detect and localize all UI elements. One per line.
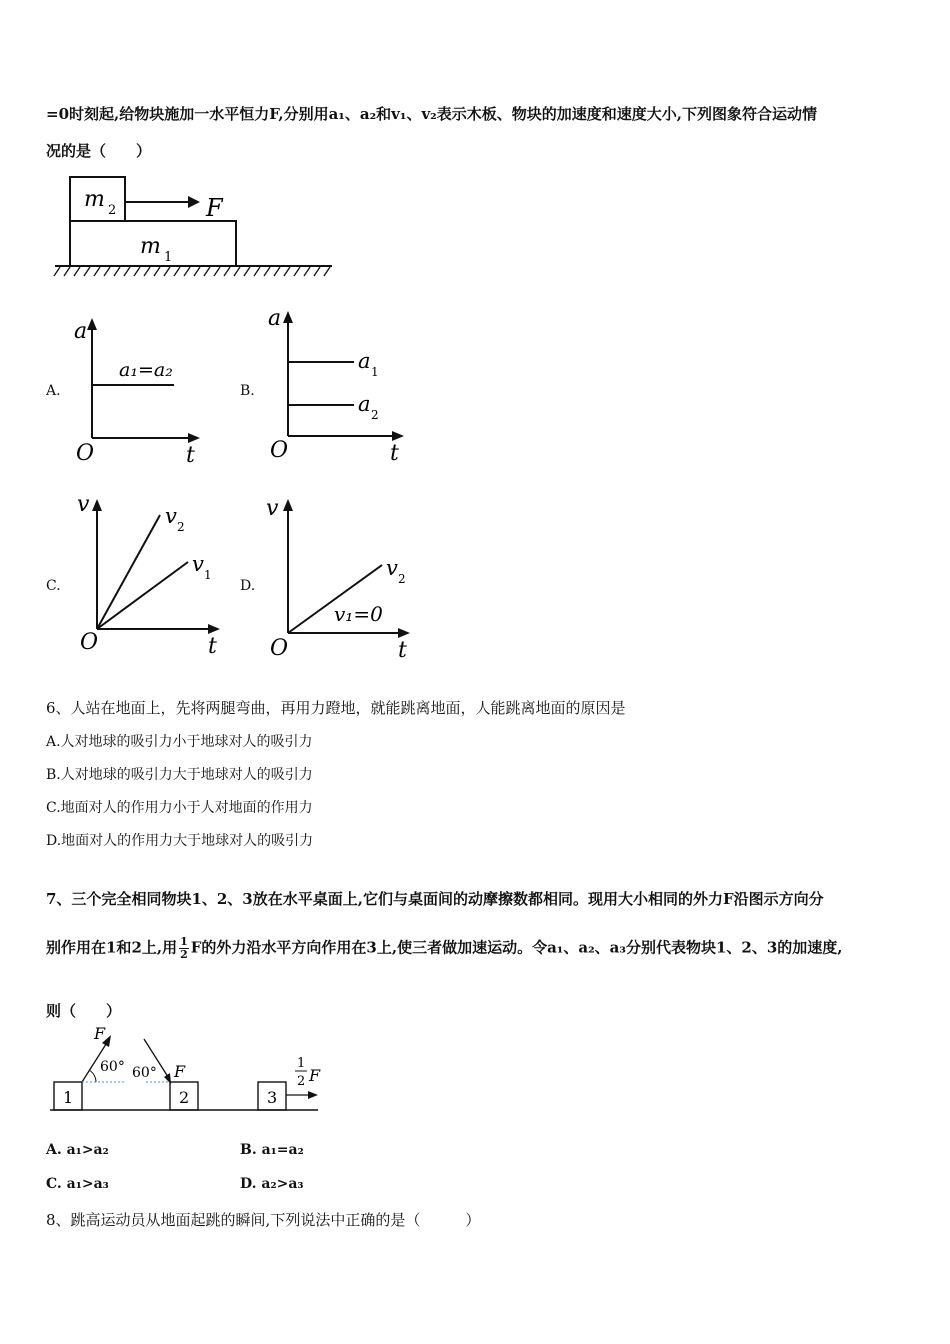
graph-c-line-v2 <box>97 515 160 629</box>
q7-option-a: A. a₁>a₂ <box>46 1142 109 1158</box>
q7-stem-line3: 则（ ） <box>46 1002 122 1020</box>
graph-b-x-axis-label: t <box>390 441 399 466</box>
q5-graph-b <box>264 305 414 467</box>
q5-graph-c <box>72 485 232 660</box>
q6-stem: 6、人站在地面上，先将两腿弯曲，再用力蹬地，就能跳离地面，人能跳离地面的原因是 <box>46 699 626 717</box>
q7-stem-line2 <box>46 936 842 961</box>
q8-stem: 8、跳高运动员从地面起跳的瞬间,下列说法中正确的是（ ） <box>46 1211 481 1229</box>
block-1-label: 1 <box>63 1088 74 1107</box>
q5-option-c-label: C. <box>46 578 61 594</box>
graph-c-origin: O <box>80 630 99 655</box>
force2-label: F <box>174 1062 186 1081</box>
q6-option-b: B.人对地球的吸引力大于地球对人的吸引力 <box>46 767 313 783</box>
graph-c-y-axis-label: v <box>77 492 90 517</box>
q7-frac-num: 1 <box>180 935 188 948</box>
ground-hatch <box>54 267 330 276</box>
graph-d-label-v2-sub: 2 <box>398 572 406 586</box>
q7-half-fraction <box>179 936 189 961</box>
force-arrow-icon <box>188 196 200 208</box>
q5-graph-d <box>264 485 424 665</box>
graph-b-y-axis-label: a <box>268 306 282 331</box>
graph-c-label-v1: v <box>192 552 204 576</box>
graph-b-label-a1-sub: 1 <box>371 365 379 379</box>
graph-b-label-a2: a <box>358 392 371 416</box>
graph-a-y-axis-label: a <box>74 319 88 344</box>
half-num: 1 <box>297 1056 306 1071</box>
q6-option-a: A.人对地球的吸引力小于地球对人的吸引力 <box>46 734 313 750</box>
block-2-label: 2 <box>179 1088 190 1107</box>
m2-label: m <box>84 187 105 212</box>
graph-c-label-v2: v <box>165 504 177 528</box>
q7-option-c: C. a₁>a₃ <box>46 1176 109 1192</box>
q6-option-c: C.地面对人的作用力小于人对地面的作用力 <box>46 800 313 816</box>
graph-d-label-v1: v₁=0 <box>334 602 383 626</box>
graph-b-label-a2-sub: 2 <box>371 408 379 422</box>
q7-option-b: B. a₁=a₂ <box>240 1142 304 1158</box>
force-label: F <box>206 194 223 222</box>
force1-label: F <box>94 1024 106 1043</box>
graph-c-label-v2-sub: 2 <box>177 520 185 534</box>
q7-line2-post: F的外力沿水平方向作用在3上,使三者做加速运动。令a₁、a₂、a₃分别代表物块1、2、3的加速度, <box>190 938 843 957</box>
q6-option-d: D.地面对人的作用力大于地球对人的吸引力 <box>46 833 314 849</box>
q5-graph-a <box>70 312 210 467</box>
graph-d-label-v2: v <box>386 556 398 580</box>
q7-line2-pre: 别作用在1和2上,用 <box>46 938 178 957</box>
q7-option-d: D. a₂>a₃ <box>240 1176 304 1192</box>
q5-block-figure <box>50 172 340 282</box>
graph-c-label-v1-sub: 1 <box>204 568 212 582</box>
q7-blocks-figure <box>46 1025 336 1120</box>
graph-a-x-axis-label: t <box>186 443 195 468</box>
graph-c-line-v1 <box>97 562 188 629</box>
graph-b-label-a1: a <box>358 349 371 373</box>
half-den: 2 <box>297 1074 306 1089</box>
q5-option-d-label: D. <box>240 578 256 594</box>
q5-stem-line2: 况的是（ ） <box>46 142 152 160</box>
force3-label: F <box>309 1066 321 1085</box>
graph-a-annotation: a₁=a₂ <box>119 359 173 381</box>
graph-c-x-axis-label: t <box>208 634 217 659</box>
block-3-label: 3 <box>267 1088 278 1107</box>
q7-frac-den: 2 <box>180 948 188 961</box>
graph-d-y-axis-label: v <box>266 496 279 521</box>
graph-d-origin: O <box>270 636 289 661</box>
m1-sub: 1 <box>164 250 173 265</box>
m1-label: m <box>140 234 161 259</box>
graph-d-x-axis-label: t <box>398 638 407 663</box>
angle1-label: 60° <box>100 1059 125 1075</box>
angle2-label: 60° <box>132 1065 157 1081</box>
graph-b-origin: O <box>270 438 289 463</box>
m2-sub: 2 <box>108 203 117 218</box>
force3-arrow-icon <box>308 1091 318 1099</box>
q5-option-b-label: B. <box>240 383 255 399</box>
q5-option-a-label: A. <box>46 383 61 399</box>
q5-stem-line1: =0时刻起,给物块施加一水平恒力F,分别用a₁、a₂和v₁、v₂表示木板、物块的加速度和速度大小,下列图象符合运动情 <box>46 105 817 123</box>
q7-stem-line1: 7、三个完全相同物块1、2、3放在水平桌面上,它们与桌面间的动摩擦数都相同。现用大小相同的外力F沿图示方向分 <box>46 890 824 908</box>
graph-a-origin: O <box>76 441 95 466</box>
